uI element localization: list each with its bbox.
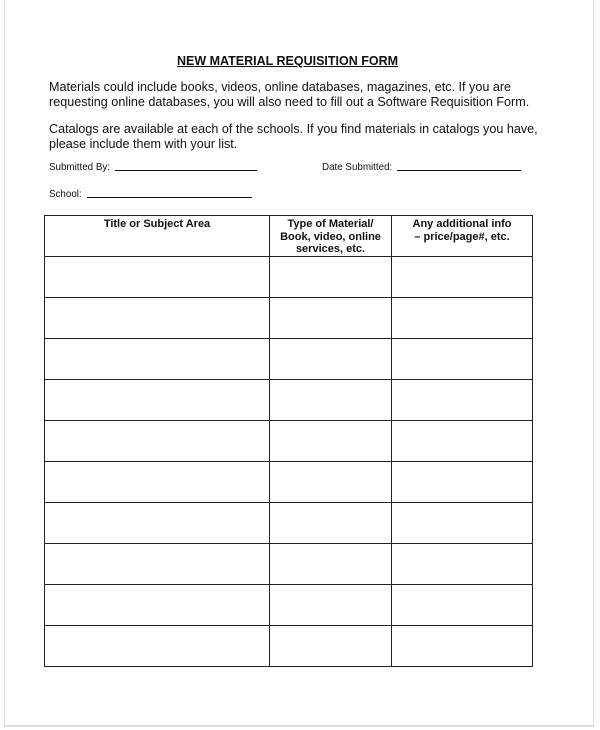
table-row <box>45 338 533 379</box>
type-cell[interactable] <box>270 584 392 625</box>
title-cell[interactable] <box>45 461 270 502</box>
type-cell[interactable] <box>270 502 392 543</box>
type-cell[interactable] <box>270 297 392 338</box>
table-row <box>45 420 533 461</box>
table-row <box>45 584 533 625</box>
title-cell[interactable] <box>45 625 270 666</box>
title-cell[interactable] <box>45 256 270 297</box>
info-cell[interactable] <box>392 256 533 297</box>
school-field[interactable] <box>49 189 252 200</box>
info-cell[interactable] <box>392 297 533 338</box>
school-label: School: <box>49 189 82 200</box>
header-title-text: Title or Subject Area <box>103 218 211 230</box>
info-cell[interactable] <box>392 502 533 543</box>
header-title <box>45 216 270 257</box>
type-cell[interactable] <box>270 256 392 297</box>
table-row <box>45 461 533 502</box>
table-row <box>45 379 533 420</box>
table-row <box>45 256 533 297</box>
info-cell[interactable] <box>392 625 533 666</box>
school-line[interactable] <box>87 196 252 198</box>
table-header-row <box>45 216 533 257</box>
submitted-by-label: Submitted By: <box>49 162 110 173</box>
header-type-text: Type of Material/ Book, video, online services, etc. <box>280 218 381 255</box>
type-cell[interactable] <box>270 543 392 584</box>
header-type <box>270 216 392 257</box>
info-cell[interactable] <box>392 461 533 502</box>
table-row <box>45 297 533 338</box>
intro-paragraph: Materials could include books, videos, online databases, magazines, etc. If you are requesting online databases, you will also need to fill out a Software Requisition Form. <box>49 80 530 109</box>
submitted-by-field[interactable] <box>49 162 257 173</box>
info-cell[interactable] <box>392 338 533 379</box>
info-cell[interactable] <box>392 584 533 625</box>
type-cell[interactable] <box>270 338 392 379</box>
title-cell[interactable] <box>45 502 270 543</box>
submitted-by-line[interactable] <box>115 169 257 171</box>
table-body <box>45 256 533 666</box>
type-cell[interactable] <box>270 379 392 420</box>
date-submitted-label: Date Submitted: <box>322 162 393 173</box>
title-cell[interactable] <box>45 420 270 461</box>
title-cell[interactable] <box>45 379 270 420</box>
catalog-paragraph: Catalogs are available at each of the schools. If you find materials in catalogs you have, please include them with your list. <box>49 122 538 151</box>
info-cell[interactable] <box>392 379 533 420</box>
type-cell[interactable] <box>270 461 392 502</box>
table-row <box>45 502 533 543</box>
materials-table <box>44 215 533 667</box>
title-cell[interactable] <box>45 543 270 584</box>
type-cell[interactable] <box>270 420 392 461</box>
title-cell[interactable] <box>45 297 270 338</box>
header-info-text: Any additional info – price/page#, etc. <box>412 218 512 243</box>
form-title: NEW MATERIAL REQUISITION FORM <box>176 54 399 68</box>
title-cell[interactable] <box>45 584 270 625</box>
date-submitted-field[interactable] <box>322 162 521 173</box>
date-submitted-line[interactable] <box>397 169 521 171</box>
title-cell[interactable] <box>45 338 270 379</box>
table-row <box>45 543 533 584</box>
type-cell[interactable] <box>270 625 392 666</box>
info-cell[interactable] <box>392 420 533 461</box>
header-info <box>392 216 533 257</box>
info-cell[interactable] <box>392 543 533 584</box>
table-row <box>45 625 533 666</box>
